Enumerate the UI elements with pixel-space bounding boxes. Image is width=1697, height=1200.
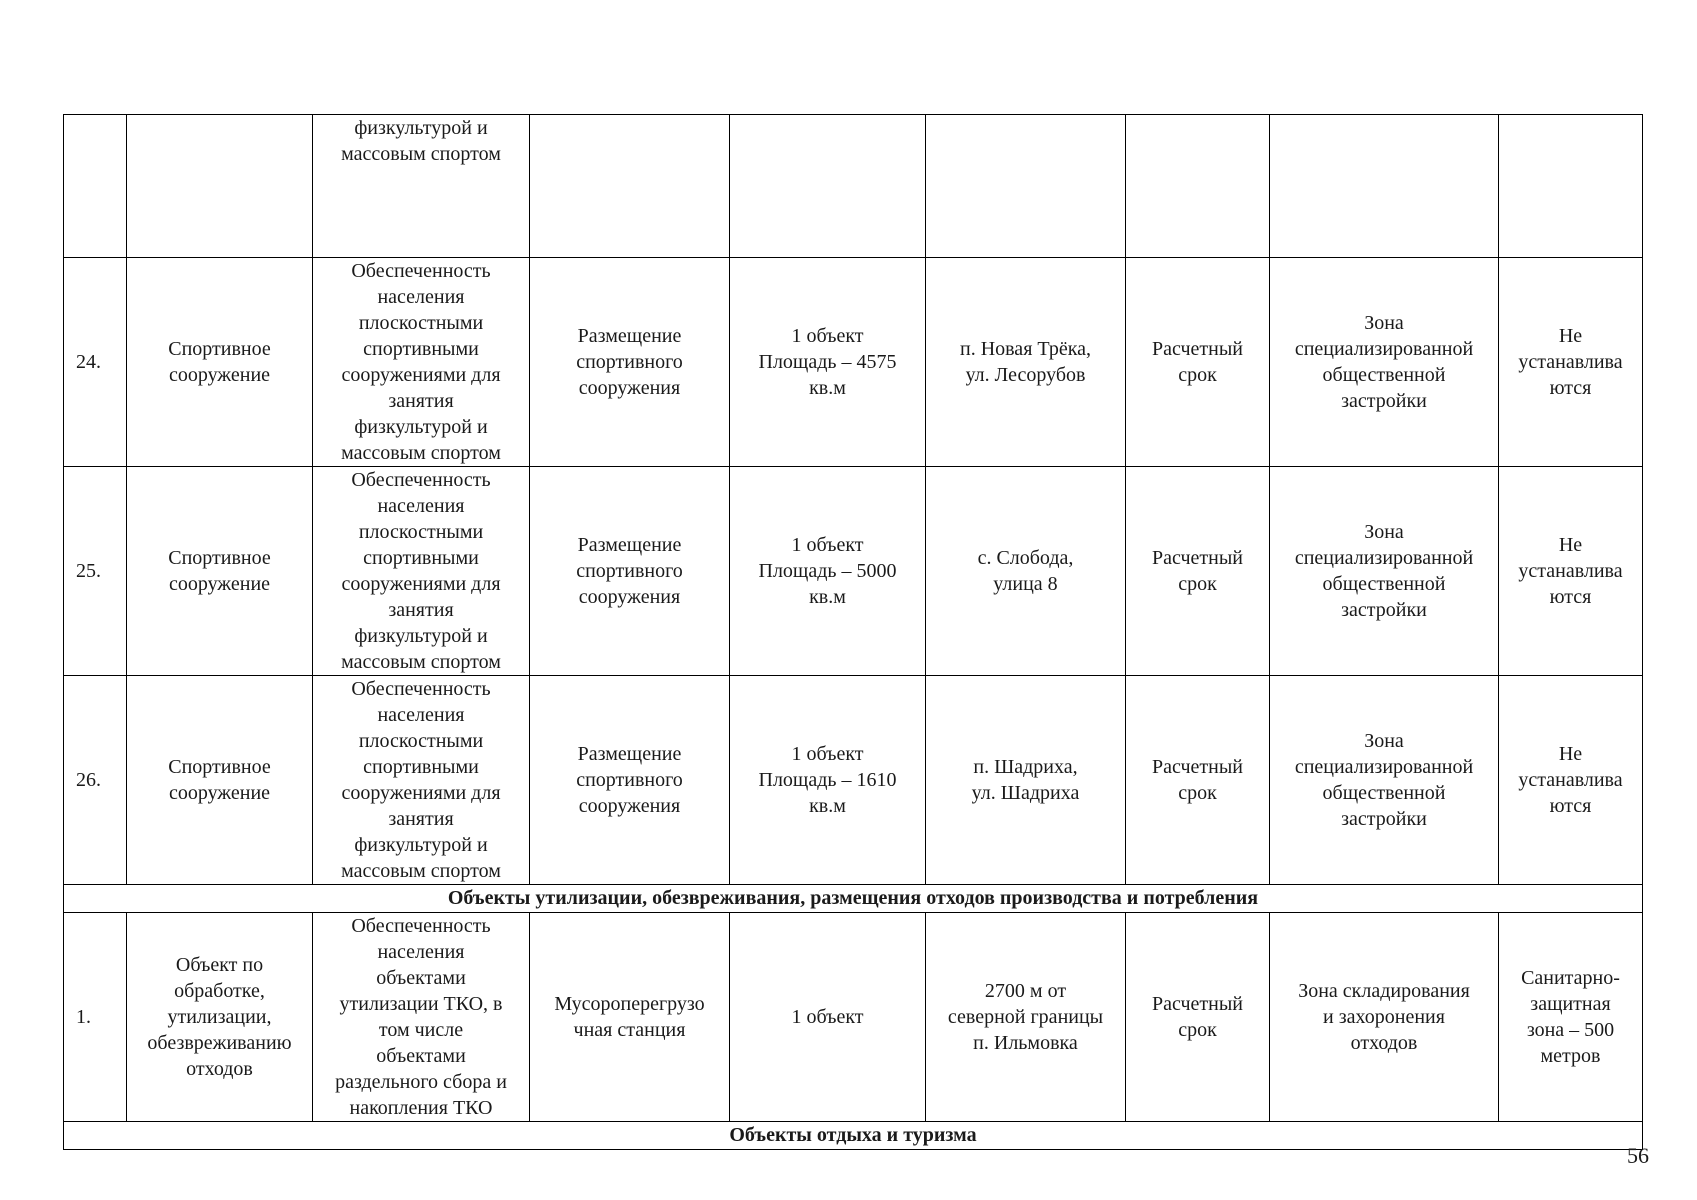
cell-restrictions: Не устанавлива ются bbox=[1499, 467, 1643, 676]
cell-restrictions: Санитарно- защитная зона – 500 метров bbox=[1499, 913, 1643, 1122]
cell-characteristics: 1 объект bbox=[730, 913, 926, 1122]
cell-description: Размещение спортивного сооружения bbox=[530, 467, 730, 676]
cell-purpose: Обеспеченность населения объектами утилизации ТКО, в том числе объектами раздельного сбора и накопления ТКО bbox=[313, 913, 530, 1122]
cell-characteristics: 1 объект Площадь – 4575 кв.м bbox=[730, 258, 926, 467]
cell-object-name: Объект по обработке, утилизации, обезвреживанию отходов bbox=[127, 913, 313, 1122]
cell-description: Размещение спортивного сооружения bbox=[530, 258, 730, 467]
cell-zone bbox=[1270, 115, 1499, 258]
table-row bbox=[64, 258, 1643, 467]
cell-number: 26. bbox=[64, 676, 127, 885]
section-row-recreation bbox=[64, 1122, 1643, 1150]
section-heading-recreation: Объекты отдыха и туризма bbox=[64, 1122, 1643, 1150]
page-number: 56 bbox=[1627, 1143, 1649, 1168]
table-row bbox=[64, 467, 1643, 676]
cell-restrictions bbox=[1499, 115, 1643, 258]
cell-location: 2700 м от северной границы п. Ильмовка bbox=[926, 913, 1126, 1122]
cell-number bbox=[64, 115, 127, 258]
cell-description: Размещение спортивного сооружения bbox=[530, 676, 730, 885]
table-row-continued bbox=[64, 115, 1643, 258]
cell-object-name: Спортивное сооружение bbox=[127, 676, 313, 885]
cell-zone: Зона специализированной общественной застройки bbox=[1270, 467, 1499, 676]
cell-characteristics: 1 объект Площадь – 5000 кв.м bbox=[730, 467, 926, 676]
cell-zone: Зона складирования и захоронения отходов bbox=[1270, 913, 1499, 1122]
section-row-waste bbox=[64, 885, 1643, 913]
document-table bbox=[63, 114, 1643, 1150]
cell-location: п. Новая Трёка, ул. Лесорубов bbox=[926, 258, 1126, 467]
cell-term: Расчетный срок bbox=[1126, 467, 1270, 676]
cell-characteristics: 1 объект Площадь – 1610 кв.м bbox=[730, 676, 926, 885]
cell-characteristics bbox=[730, 115, 926, 258]
cell-purpose: физкультурой и массовым спортом bbox=[313, 115, 530, 258]
cell-location: с. Слобода, улица 8 bbox=[926, 467, 1126, 676]
table-row bbox=[64, 676, 1643, 885]
cell-purpose: Обеспеченность населения плоскостными спортивными сооружениями для занятия физкультурой и массовым спортом bbox=[313, 258, 530, 467]
cell-number: 24. bbox=[64, 258, 127, 467]
cell-purpose: Обеспеченность населения плоскостными спортивными сооружениями для занятия физкультурой и массовым спортом bbox=[313, 676, 530, 885]
cell-term: Расчетный срок bbox=[1126, 676, 1270, 885]
cell-zone: Зона специализированной общественной застройки bbox=[1270, 676, 1499, 885]
cell-location bbox=[926, 115, 1126, 258]
cell-description bbox=[530, 115, 730, 258]
cell-restrictions: Не устанавлива ются bbox=[1499, 676, 1643, 885]
cell-object-name: Спортивное сооружение bbox=[127, 467, 313, 676]
cell-number: 1. bbox=[64, 913, 127, 1122]
cell-term: Расчетный срок bbox=[1126, 913, 1270, 1122]
table-row bbox=[64, 913, 1643, 1122]
cell-restrictions: Не устанавлива ются bbox=[1499, 258, 1643, 467]
cell-description: Мусороперегрузо чная станция bbox=[530, 913, 730, 1122]
cell-location: п. Шадриха, ул. Шадриха bbox=[926, 676, 1126, 885]
cell-object-name bbox=[127, 115, 313, 258]
section-heading-waste: Объекты утилизации, обезвреживания, размещения отходов производства и потребления bbox=[64, 885, 1643, 913]
cell-term: Расчетный срок bbox=[1126, 258, 1270, 467]
cell-purpose: Обеспеченность населения плоскостными спортивными сооружениями для занятия физкультурой и массовым спортом bbox=[313, 467, 530, 676]
cell-number: 25. bbox=[64, 467, 127, 676]
cell-term bbox=[1126, 115, 1270, 258]
cell-zone: Зона специализированной общественной застройки bbox=[1270, 258, 1499, 467]
cell-object-name: Спортивное сооружение bbox=[127, 258, 313, 467]
